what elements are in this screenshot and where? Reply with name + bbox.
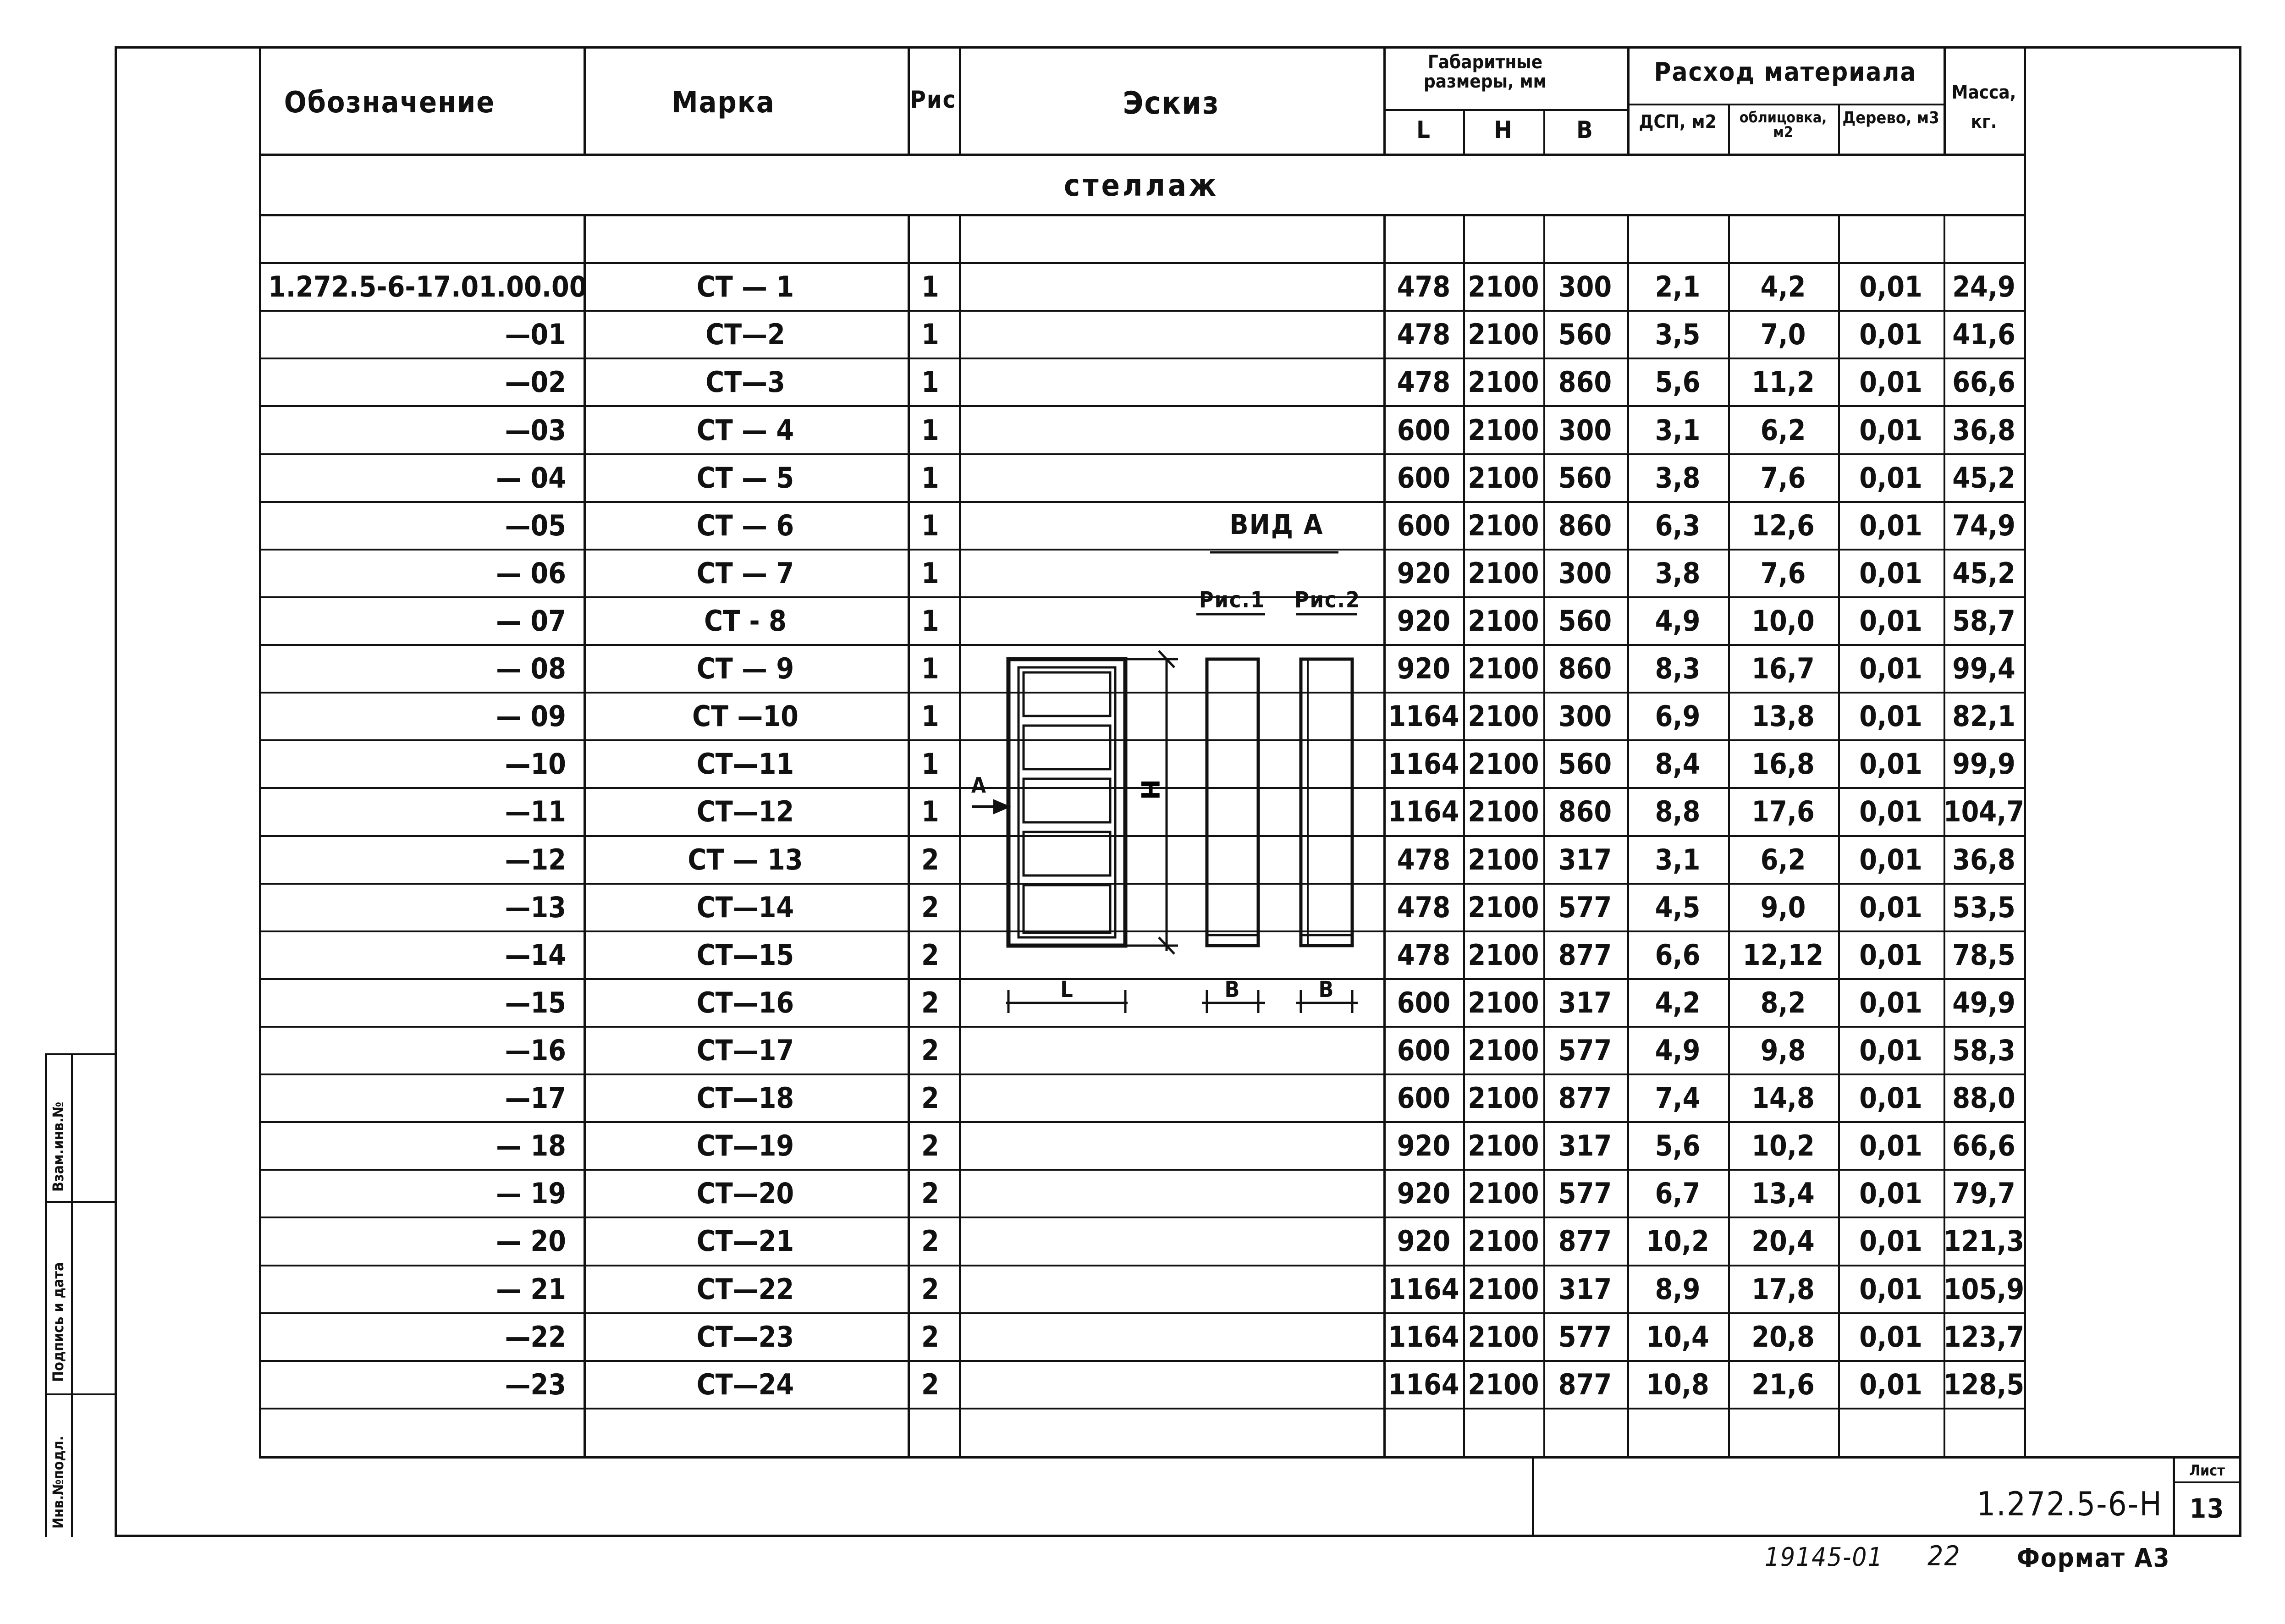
cell-fig: 1 <box>921 604 939 638</box>
cell-h: 2100 <box>1468 699 1539 733</box>
cell-b: 317 <box>1558 986 1612 1019</box>
cell-mass: 78,5 <box>1952 938 2015 972</box>
cell-b: 560 <box>1558 461 1612 495</box>
cell-facing: 21,6 <box>1751 1368 1815 1401</box>
cell-facing: 17,6 <box>1751 795 1815 828</box>
cell-facing: 7,6 <box>1760 556 1806 590</box>
cell-fig: 1 <box>921 509 939 542</box>
cell-dsp: 5,6 <box>1655 365 1701 399</box>
cell-designation: —01 <box>505 318 566 351</box>
hdr-dsp: ДСП, м2 <box>1639 111 1717 132</box>
cell-mass: 41,6 <box>1952 318 2015 351</box>
cell-l: 600 <box>1397 1034 1451 1067</box>
cell-facing: 10,2 <box>1751 1129 1815 1162</box>
cell-h: 2100 <box>1468 795 1539 828</box>
cell-wood: 0,01 <box>1859 1034 1922 1067</box>
cell-mass: 58,3 <box>1952 1034 2015 1067</box>
cell-designation: —23 <box>505 1368 566 1401</box>
cell-facing: 20,4 <box>1751 1224 1815 1258</box>
cell-facing: 16,7 <box>1751 652 1815 685</box>
cell-wood: 0,01 <box>1859 365 1922 399</box>
cell-l: 1164 <box>1388 1320 1459 1354</box>
cell-dsp: 3,8 <box>1655 556 1701 590</box>
cell-l: 478 <box>1397 891 1451 924</box>
cell-dsp: 4,9 <box>1655 604 1701 638</box>
cell-facing: 17,8 <box>1751 1272 1815 1306</box>
cell-fig: 2 <box>921 938 939 972</box>
cell-fig: 1 <box>921 747 939 781</box>
stamp-replace-inv: Взам.инв.№ <box>50 1101 67 1192</box>
cell-fig: 1 <box>921 699 939 733</box>
cell-fig: 1 <box>921 365 939 399</box>
cell-l: 600 <box>1397 509 1451 542</box>
cell-b: 300 <box>1558 270 1612 303</box>
cell-wood: 0,01 <box>1859 795 1922 828</box>
cell-wood: 0,01 <box>1859 1129 1922 1162</box>
cell-dsp: 10,2 <box>1646 1224 1709 1258</box>
cell-wood: 0,01 <box>1859 843 1922 876</box>
cell-mark: СТ—21 <box>696 1224 794 1258</box>
cell-designation: — 07 <box>496 604 566 638</box>
cell-dsp: 2,1 <box>1655 270 1701 303</box>
cell-mass: 128,5 <box>1943 1368 2025 1401</box>
titleblock-left <box>1532 1456 1534 1537</box>
cell-facing: 10,0 <box>1751 604 1815 638</box>
cell-fig: 2 <box>921 986 939 1019</box>
cell-dsp: 8,4 <box>1655 747 1701 781</box>
cell-h: 2100 <box>1468 843 1539 876</box>
hdr-dim-h: H <box>1494 116 1513 144</box>
cell-dsp: 4,2 <box>1655 986 1701 1019</box>
cell-facing: 20,8 <box>1751 1320 1815 1354</box>
cell-facing: 12,6 <box>1751 509 1815 542</box>
cell-mass: 36,8 <box>1952 843 2015 876</box>
cell-mark: СТ—17 <box>696 1034 794 1067</box>
cell-b: 300 <box>1558 556 1612 590</box>
cell-facing: 16,8 <box>1751 747 1815 781</box>
cell-h: 2100 <box>1468 509 1539 542</box>
cell-mass: 66,6 <box>1952 1129 2015 1162</box>
cell-wood: 0,01 <box>1859 318 1922 351</box>
cell-fig: 2 <box>921 1034 939 1067</box>
footer-format: Формат А3 <box>2017 1543 2170 1573</box>
views-fig1-label: Рис.1 <box>1199 587 1265 613</box>
cell-mark: СТ — 1 <box>696 270 794 303</box>
cell-dsp: 7,4 <box>1655 1081 1701 1115</box>
stamp-inv-orig: Инв.№подл. <box>50 1436 67 1529</box>
cell-mark: СТ—16 <box>696 986 794 1019</box>
cell-designation: —12 <box>505 843 566 876</box>
cell-l: 1164 <box>1388 699 1459 733</box>
dim-h-label: H <box>1135 779 1164 800</box>
cell-facing: 7,6 <box>1760 461 1806 495</box>
cell-l: 1164 <box>1388 747 1459 781</box>
cell-b: 577 <box>1558 1320 1612 1354</box>
cell-wood: 0,01 <box>1859 270 1922 303</box>
cell-b: 300 <box>1558 413 1612 447</box>
cell-mark: СТ — 5 <box>696 461 794 495</box>
cell-l: 920 <box>1397 1129 1451 1162</box>
cell-mark: СТ —10 <box>692 699 798 733</box>
cell-mass: 66,6 <box>1952 365 2015 399</box>
cell-fig: 2 <box>921 843 939 876</box>
cell-h: 2100 <box>1468 1177 1539 1210</box>
cell-dsp: 6,6 <box>1655 938 1701 972</box>
hdr-mass: Масса, кг. <box>1951 82 2016 132</box>
cell-facing: 6,2 <box>1760 843 1806 876</box>
cell-wood: 0,01 <box>1859 1368 1922 1401</box>
cell-facing: 7,0 <box>1760 318 1806 351</box>
dim-l-label: L <box>1060 977 1074 1002</box>
cell-dsp: 8,3 <box>1655 652 1701 685</box>
cell-mark: СТ - 8 <box>704 604 787 638</box>
cell-fig: 1 <box>921 795 939 828</box>
cell-facing: 9,8 <box>1760 1034 1806 1067</box>
cell-fig: 2 <box>921 891 939 924</box>
hdr-dim-l: L <box>1416 116 1431 144</box>
cell-b: 877 <box>1558 1368 1612 1401</box>
cell-wood: 0,01 <box>1859 747 1922 781</box>
cell-dsp: 3,1 <box>1655 413 1701 447</box>
cell-wood: 0,01 <box>1859 938 1922 972</box>
cell-b: 577 <box>1558 1177 1612 1210</box>
cell-designation: —17 <box>505 1081 566 1115</box>
hdr-designation: Обозначение <box>284 86 496 120</box>
cell-designation: —03 <box>505 413 566 447</box>
cell-wood: 0,01 <box>1859 413 1922 447</box>
sheet-label: Лист <box>2189 1462 2225 1479</box>
cell-h: 2100 <box>1468 270 1539 303</box>
cell-designation: — 04 <box>496 461 566 495</box>
cell-designation: —10 <box>505 747 566 781</box>
cell-h: 2100 <box>1468 891 1539 924</box>
hdr-wood: Дерево, м3 <box>1842 109 1939 127</box>
cell-dsp: 6,9 <box>1655 699 1701 733</box>
cell-h: 2100 <box>1468 1034 1539 1067</box>
cell-wood: 0,01 <box>1859 1272 1922 1306</box>
cell-fig: 2 <box>921 1320 939 1354</box>
cell-h: 2100 <box>1468 1272 1539 1306</box>
titleblock-top <box>1532 1456 2241 1459</box>
sheet-box-mid <box>2173 1481 2241 1483</box>
cell-mark: СТ — 4 <box>696 413 794 447</box>
cell-mark: СТ — 13 <box>688 843 803 876</box>
cell-h: 2100 <box>1468 1129 1539 1162</box>
dim-b-fig1-label: B <box>1224 977 1241 1002</box>
dim-b-fig2-label: B <box>1318 977 1335 1002</box>
cell-facing: 8,2 <box>1760 986 1806 1019</box>
cell-b: 577 <box>1558 891 1612 924</box>
cell-wood: 0,01 <box>1859 461 1922 495</box>
hdr-sketch: Эскиз <box>1123 85 1220 121</box>
cell-wood: 0,01 <box>1859 1224 1922 1258</box>
cell-mass: 99,9 <box>1952 747 2015 781</box>
cell-l: 478 <box>1397 843 1451 876</box>
cell-designation: —11 <box>505 795 566 828</box>
cell-designation: — 06 <box>496 556 566 590</box>
hdr-dimensions: Габаритные размеры, мм <box>1423 52 1547 92</box>
cell-h: 2100 <box>1468 1368 1539 1401</box>
cell-designation: — 21 <box>496 1272 566 1306</box>
cell-mass: 45,2 <box>1952 461 2015 495</box>
cell-designation: —15 <box>505 986 566 1019</box>
cell-b: 560 <box>1558 604 1612 638</box>
cell-h: 2100 <box>1468 1081 1539 1115</box>
hdr-facing: облицовка, м2 <box>1739 109 1827 141</box>
cell-mass: 53,5 <box>1952 891 2015 924</box>
cell-fig: 1 <box>921 461 939 495</box>
cell-wood: 0,01 <box>1859 1081 1922 1115</box>
cell-mark: СТ—22 <box>696 1272 794 1306</box>
cell-l: 478 <box>1397 270 1451 303</box>
cell-b: 300 <box>1558 699 1612 733</box>
cell-fig: 1 <box>921 413 939 447</box>
cell-designation: —13 <box>505 891 566 924</box>
cell-mark: СТ—12 <box>696 795 794 828</box>
cell-designation: — 19 <box>496 1177 566 1210</box>
cell-l: 1164 <box>1388 1272 1459 1306</box>
stamp-sign-date: Подпись и дата <box>50 1262 67 1382</box>
cell-mark: СТ — 9 <box>696 652 794 685</box>
section-title: стеллаж <box>1063 168 1219 203</box>
views-title: ВИД А <box>1229 509 1324 541</box>
cell-h: 2100 <box>1468 461 1539 495</box>
cell-l: 600 <box>1397 1081 1451 1115</box>
cell-dsp: 4,5 <box>1655 891 1701 924</box>
footer-order: 19145-01 <box>1765 1542 1883 1572</box>
cell-dsp: 3,1 <box>1655 843 1701 876</box>
cell-dsp: 6,7 <box>1655 1177 1701 1210</box>
cell-h: 2100 <box>1468 365 1539 399</box>
cell-dsp: 8,9 <box>1655 1272 1701 1306</box>
cell-designation: —16 <box>505 1034 566 1067</box>
cell-dsp: 3,8 <box>1655 461 1701 495</box>
cell-mark: СТ—11 <box>696 747 794 781</box>
cell-wood: 0,01 <box>1859 604 1922 638</box>
hdr-fig: Рис <box>910 86 957 114</box>
cell-designation: —05 <box>505 509 566 542</box>
cell-b: 560 <box>1558 318 1612 351</box>
hdr-dim-b: B <box>1576 116 1594 144</box>
cell-b: 860 <box>1558 795 1612 828</box>
cell-b: 860 <box>1558 365 1612 399</box>
cell-dsp: 10,4 <box>1646 1320 1709 1354</box>
cell-mass: 99,4 <box>1952 652 2015 685</box>
cell-mass: 123,7 <box>1943 1320 2025 1354</box>
cell-designation: — 20 <box>496 1224 566 1258</box>
cell-facing: 6,2 <box>1760 413 1806 447</box>
cell-mark: СТ—20 <box>696 1177 794 1210</box>
cell-facing: 13,4 <box>1751 1177 1815 1210</box>
cell-b: 317 <box>1558 1129 1612 1162</box>
cell-mass: 45,2 <box>1952 556 2015 590</box>
cell-h: 2100 <box>1468 413 1539 447</box>
cell-mark: СТ — 7 <box>696 556 794 590</box>
cell-l: 920 <box>1397 1177 1451 1210</box>
cell-wood: 0,01 <box>1859 986 1922 1019</box>
cell-l: 600 <box>1397 413 1451 447</box>
cell-l: 1164 <box>1388 795 1459 828</box>
cell-h: 2100 <box>1468 318 1539 351</box>
cell-facing: 11,2 <box>1751 365 1815 399</box>
cell-fig: 2 <box>921 1224 939 1258</box>
cell-facing: 14,8 <box>1751 1081 1815 1115</box>
cell-fig: 2 <box>921 1129 939 1162</box>
cell-h: 2100 <box>1468 938 1539 972</box>
cell-b: 577 <box>1558 1034 1612 1067</box>
cell-b: 860 <box>1558 509 1612 542</box>
cell-dsp: 10,8 <box>1646 1368 1709 1401</box>
cell-facing: 9,0 <box>1760 891 1806 924</box>
cell-mark: СТ—14 <box>696 891 794 924</box>
cell-mark: СТ — 6 <box>696 509 794 542</box>
cell-facing: 4,2 <box>1760 270 1806 303</box>
cell-designation: —02 <box>505 365 566 399</box>
cell-wood: 0,01 <box>1859 891 1922 924</box>
cell-h: 2100 <box>1468 1224 1539 1258</box>
cell-mass: 121,3 <box>1943 1224 2025 1258</box>
cell-mark: СТ—23 <box>696 1320 794 1354</box>
cell-designation: —22 <box>505 1320 566 1354</box>
side-view-fig1 <box>1207 659 1258 946</box>
cell-h: 2100 <box>1468 652 1539 685</box>
cell-mass: 24,9 <box>1952 270 2015 303</box>
side-view-fig2 <box>1301 659 1352 946</box>
cell-facing: 12,12 <box>1742 938 1824 972</box>
cell-wood: 0,01 <box>1859 509 1922 542</box>
cell-fig: 1 <box>921 318 939 351</box>
cell-l: 478 <box>1397 365 1451 399</box>
cell-fig: 1 <box>921 652 939 685</box>
cell-designation: —14 <box>505 938 566 972</box>
view-a-arrow <box>972 801 1008 812</box>
cell-mass: 49,9 <box>1952 986 2015 1019</box>
cell-b: 560 <box>1558 747 1612 781</box>
footer-page: 22 <box>1927 1540 1961 1572</box>
cell-mass: 82,1 <box>1952 699 2015 733</box>
cell-mass: 79,7 <box>1952 1177 2015 1210</box>
cell-fig: 2 <box>921 1081 939 1115</box>
cell-wood: 0,01 <box>1859 699 1922 733</box>
cell-fig: 1 <box>921 270 939 303</box>
cell-mark: СТ—24 <box>696 1368 794 1401</box>
cell-dsp: 8,8 <box>1655 795 1701 828</box>
cell-b: 877 <box>1558 1081 1612 1115</box>
sheet-box-left <box>2173 1456 2175 1537</box>
cell-dsp: 6,3 <box>1655 509 1701 542</box>
cell-h: 2100 <box>1468 556 1539 590</box>
cell-fig: 1 <box>921 556 939 590</box>
hdr-material: Расход материала <box>1654 57 1917 87</box>
cell-l: 478 <box>1397 318 1451 351</box>
hdr-mark: Марка <box>672 86 775 120</box>
cell-l: 1164 <box>1388 1368 1459 1401</box>
cell-b: 877 <box>1558 1224 1612 1258</box>
cell-wood: 0,01 <box>1859 1320 1922 1354</box>
cell-b: 317 <box>1558 1272 1612 1306</box>
cell-mass: 104,7 <box>1943 795 2025 828</box>
cell-l: 920 <box>1397 1224 1451 1258</box>
views-fig2-label: Рис.2 <box>1294 587 1360 613</box>
cell-mark: СТ—15 <box>696 938 794 972</box>
cell-mark: СТ—19 <box>696 1129 794 1162</box>
cell-designation: — 09 <box>496 699 566 733</box>
cell-b: 860 <box>1558 652 1612 685</box>
cell-mass: 88,0 <box>1952 1081 2015 1115</box>
cell-dsp: 5,6 <box>1655 1129 1701 1162</box>
view-a-label: А <box>971 773 987 798</box>
cell-mass: 36,8 <box>1952 413 2015 447</box>
doc-code: 1.272.5-6-Н <box>1977 1485 2163 1523</box>
cell-mass: 58,7 <box>1952 604 2015 638</box>
cell-designation: — 08 <box>496 652 566 685</box>
cell-designation: — 18 <box>496 1129 566 1162</box>
cell-designation: 1.272.5-6-17.01.00.00 <box>268 270 587 303</box>
cell-l: 920 <box>1397 604 1451 638</box>
cell-h: 2100 <box>1468 1320 1539 1354</box>
cell-mark: СТ—2 <box>705 318 785 351</box>
cell-dsp: 3,5 <box>1655 318 1701 351</box>
cell-mass: 74,9 <box>1952 509 2015 542</box>
cell-mark: СТ—3 <box>705 365 785 399</box>
cell-l: 600 <box>1397 986 1451 1019</box>
cell-b: 877 <box>1558 938 1612 972</box>
cell-fig: 2 <box>921 1272 939 1306</box>
cell-h: 2100 <box>1468 604 1539 638</box>
cell-mass: 105,9 <box>1943 1272 2025 1306</box>
cell-mark: СТ—18 <box>696 1081 794 1115</box>
cell-h: 2100 <box>1468 747 1539 781</box>
cell-wood: 0,01 <box>1859 1177 1922 1210</box>
cell-fig: 2 <box>921 1177 939 1210</box>
cell-b: 317 <box>1558 843 1612 876</box>
cell-l: 920 <box>1397 652 1451 685</box>
cell-h: 2100 <box>1468 986 1539 1019</box>
cell-dsp: 4,9 <box>1655 1034 1701 1067</box>
cell-l: 478 <box>1397 938 1451 972</box>
cell-wood: 0,01 <box>1859 652 1922 685</box>
cell-l: 920 <box>1397 556 1451 590</box>
cell-fig: 2 <box>921 1368 939 1401</box>
cell-facing: 13,8 <box>1751 699 1815 733</box>
sheet-number: 13 <box>2189 1493 2225 1524</box>
rack-front-view <box>1008 659 1125 946</box>
cell-wood: 0,01 <box>1859 556 1922 590</box>
cell-l: 600 <box>1397 461 1451 495</box>
